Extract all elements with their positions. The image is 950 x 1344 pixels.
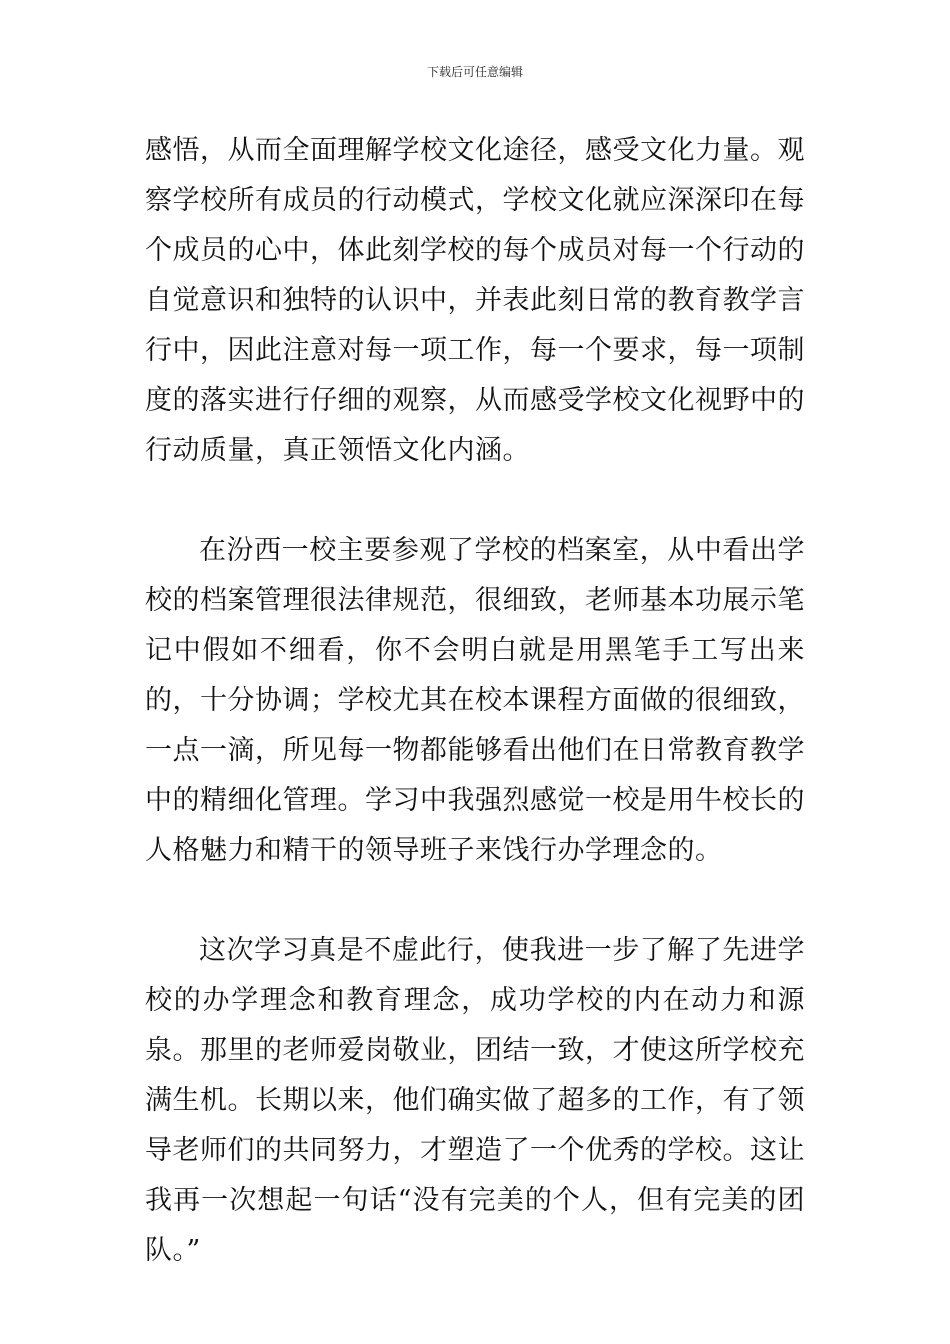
paragraph-2: 在汾西一校主要参观了学校的档案室，从中看出学校的档案管理很法律规范，很细致，老师基本功展示笔记中假如不细看，你不会明白就是用黑笔手工写出来的，十分协调；学校尤其在校本课程方面做的很细致，一点一滴，所见每一物都能够看出他们在日常教育教学中的精细化管理。学习中我强烈感觉一校是用牛校长的人格魅力和精干的领导班子来饯行办学理念的。: [145, 535, 805, 866]
header-note: 下载后可任意编辑: [426, 65, 523, 79]
document-body: [145, 126, 805, 1276]
paragraph-1: 感悟，从而全面理解学校文化途径，感受文化力量。观察学校所有成员的行动模式，学校文化就应深深印在每个成员的心中，体此刻学校的每个成员对每一个行动的自觉意识和独特的认识中，并表此刻日常的教育教学言行中，因此注意对每一项工作，每一个要求，每一项制度的落实进行仔细的观察，从而感受学校文化视野中的行动质量，真正领悟文化内涵。: [145, 135, 805, 466]
paragraph-3: 这次学习真是不虚此行，使我进一步了解了先进学校的办学理念和教育理念，成功学校的内在动力和源泉。那里的老师爱岗敬业，团结一致，才使这所学校充满生机。长期以来，他们确实做了超多的工作，有了领导老师们的共同努力，才塑造了一个优秀的学校。这让我再一次想起一句话“没有完美的个人，但有完美的团队。”: [145, 935, 805, 1266]
